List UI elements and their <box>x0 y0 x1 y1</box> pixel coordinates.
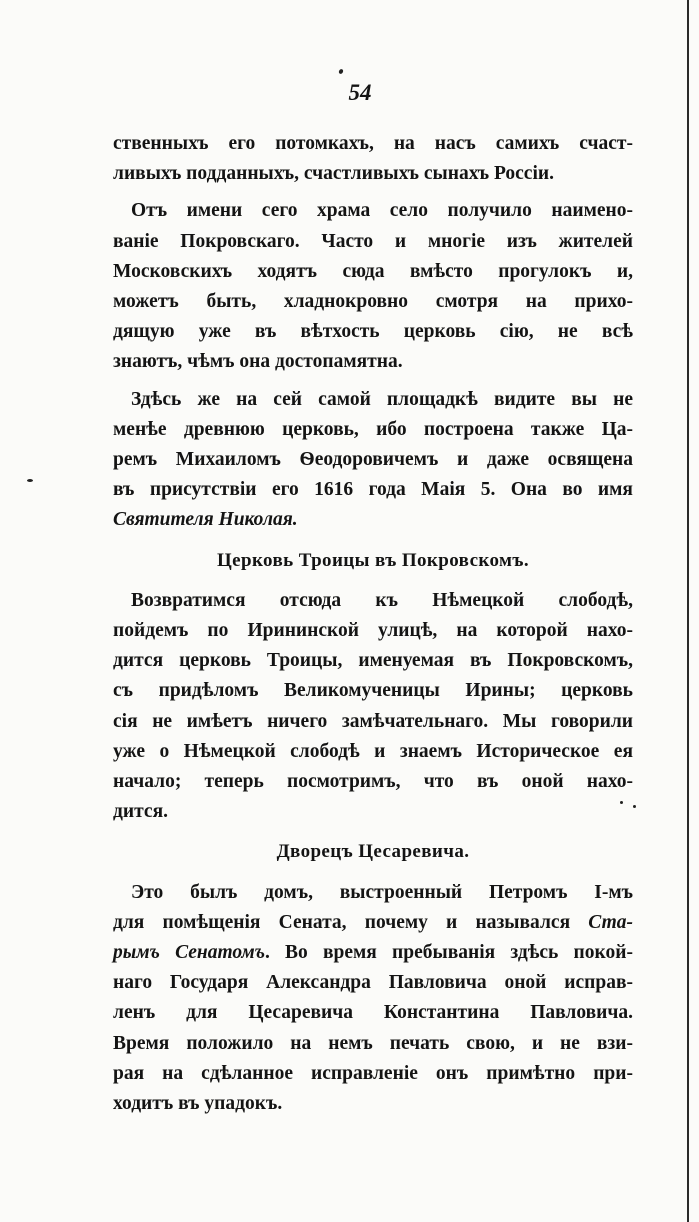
text-line: сія не имѣетъ ничего замѣчательнаго. Мы говорили <box>113 710 633 732</box>
text-line: съ придѣломъ Великомученицы Ирины; церковь <box>113 680 633 702</box>
ink-speck <box>338 68 344 74</box>
text-line: рая на сдѣланное исправленіе онъ примѣтно при- <box>113 1062 633 1084</box>
text-line: дится. <box>113 801 168 823</box>
text-line: ремъ Михаиломъ Ѳеодоровичемъ и даже освящена <box>113 449 633 471</box>
text-line: дится церковь Троицы, именуемая въ Покровскомъ, <box>113 650 633 672</box>
text-line: наго Государя Александра Павловича оной исправ- <box>113 972 633 994</box>
text-line: ваніе Покровскаго. Часто и многіе изъ жителей <box>113 230 633 252</box>
text-line: ленъ для Цесаревича Константина Павловича. <box>113 1002 633 1024</box>
text-line: менѣе древнюю церковь, ибо построена также Ца- <box>113 418 633 440</box>
text-line: знаютъ, чѣмъ она достопамятна. <box>113 351 403 373</box>
body-text <box>113 129 633 1119</box>
text-line: ственныхъ его потомкахъ, на насъ самихъ счаст- <box>113 133 633 154</box>
section-heading: Церковь Троицы въ Покровскомъ. <box>216 549 530 571</box>
text-fragment: . Во время пребыванія здѣсь покой- <box>265 942 633 964</box>
page-number: 54 <box>348 80 372 105</box>
paragraph <box>113 129 633 189</box>
paragraph <box>113 586 633 828</box>
text-line <box>113 908 633 938</box>
italic-text: Ста- <box>588 911 633 933</box>
text-line: Здѣсь же на сей самой площадкѣ видите вы не <box>131 388 633 410</box>
paragraph <box>113 196 633 377</box>
text-line: ходитъ въ упадокъ. <box>113 1093 283 1115</box>
text-line <box>113 505 633 535</box>
text-line: Московскихъ ходятъ сюда вмѣсто прогулокъ и, <box>113 260 633 282</box>
text-line: уже о Нѣмецкой слободѣ и знаемъ Историческое ея <box>113 740 633 762</box>
text-line: ливыхъ подданныхъ, счастливыхъ сынахъ Россіи. <box>113 163 554 185</box>
page-edge-line <box>687 0 689 1222</box>
paragraph <box>113 878 633 1120</box>
text-line: Возвратимся отсюда къ Нѣмецкой слободѣ, <box>131 589 633 611</box>
text-line: начало; теперь посмотримъ, что въ оной нахо- <box>113 771 633 793</box>
ink-speck <box>633 805 636 808</box>
text-line: дящую уже въ вѣтхость церковь сію, не всѣ <box>113 321 633 343</box>
paragraph <box>113 385 633 536</box>
text-line: Отъ имени сего храма село получило наимено- <box>131 200 633 222</box>
ink-speck <box>27 479 33 482</box>
text-line: Это былъ домъ, выстроенный Петромъ I-мъ <box>131 881 633 903</box>
text-line: пойдемъ по Ирининской улицѣ, на которой нахо- <box>113 620 633 642</box>
text-line <box>113 938 633 968</box>
section-heading: Дворецъ Цесаревича. <box>276 841 470 863</box>
text-line: Время положило на немъ печать свою, и не взи- <box>113 1032 633 1054</box>
text-line: въ присутствіи его 1616 года Маія 5. Она во имя <box>113 479 633 501</box>
italic-text: Святителя Николая. <box>113 509 298 531</box>
text-line: можетъ быть, хладнокровно смотря на прихо- <box>113 291 633 313</box>
text-fragment: для помѣщенія Сената, почему и назывался <box>113 911 589 933</box>
italic-text: рымъ Сенатомъ <box>113 942 265 964</box>
